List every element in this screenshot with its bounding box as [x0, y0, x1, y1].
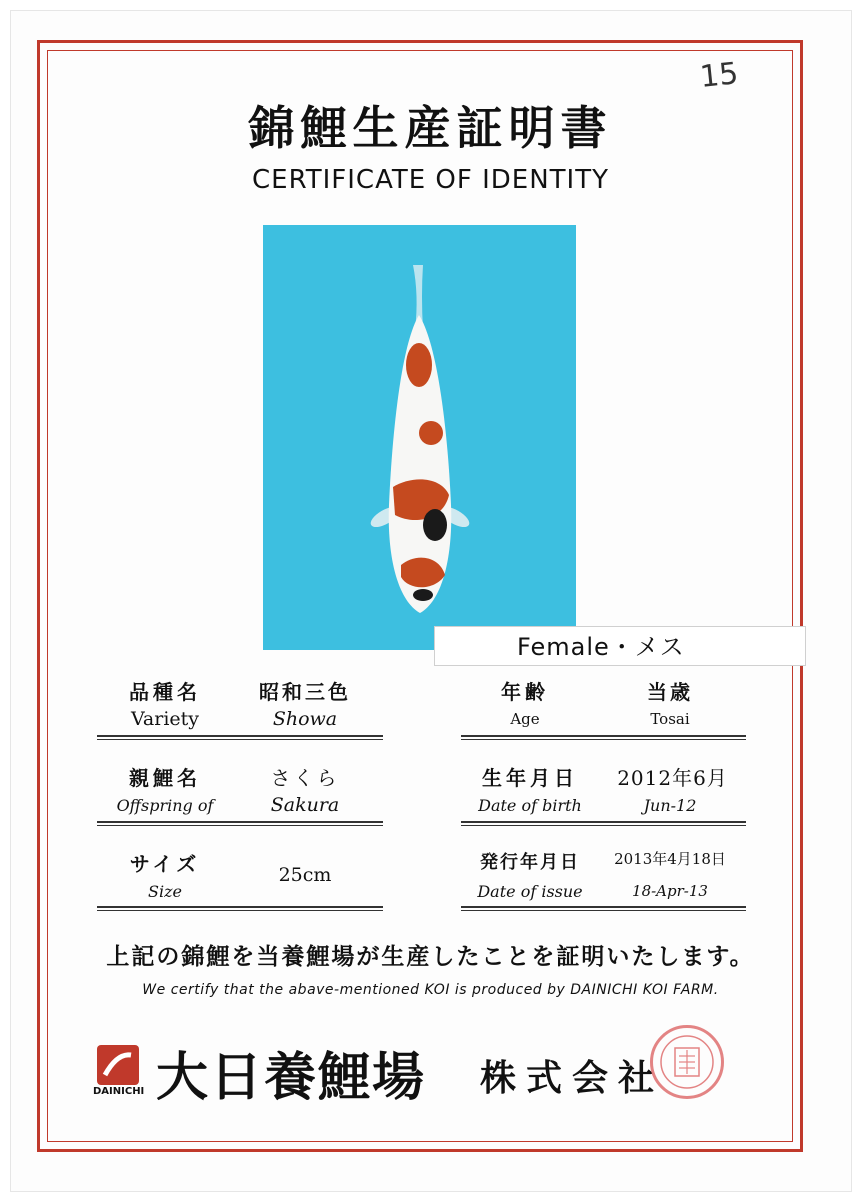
birth-label-en: Date of birth [478, 796, 582, 815]
age-label-jp: 年齢 [501, 680, 549, 704]
size-label-jp: サイズ [129, 852, 201, 876]
size-rule [97, 906, 383, 911]
birth-label-jp: 生年月日 [482, 766, 578, 790]
issue-label-jp: 発行年月日 [480, 852, 580, 873]
size-value: 25cm [278, 864, 332, 886]
variety-label-en: Variety [130, 708, 200, 730]
variety-value-jp: 昭和三色 [259, 680, 351, 704]
issue-label-en: Date of issue [477, 882, 583, 901]
variety-value-en: Showa [272, 708, 338, 730]
company-seal-stamp [650, 1025, 724, 1099]
logo-label: DAINICHI [93, 1086, 145, 1097]
handwritten-note: 15 [698, 56, 740, 95]
issue-value-en: 18-Apr-13 [632, 882, 708, 900]
offspring-label-en: Offspring of [116, 796, 214, 815]
age-rule [461, 735, 746, 740]
company-name: 大日養鯉場 [156, 1047, 427, 1108]
certificate-title-en: CERTIFICATE OF IDENTITY [252, 165, 609, 195]
offspring-value-jp: さくら [270, 766, 340, 790]
age-label-en: Age [510, 710, 540, 728]
koi-fish-image [263, 225, 576, 650]
variety-label-jp: 品種名 [129, 680, 201, 704]
birth-rule [461, 821, 746, 826]
age-value-jp: 当歳 [647, 680, 693, 704]
koi-photo [263, 225, 576, 650]
sex-label: Female・メス [434, 626, 806, 666]
dainichi-logo-icon [97, 1045, 139, 1085]
size-label-en: Size [148, 882, 182, 901]
offspring-label-jp: 親鯉名 [129, 766, 201, 790]
variety-rule [97, 735, 383, 740]
birth-value-jp: 2012年6月 [617, 766, 728, 790]
age-value-en: Tosai [650, 710, 690, 728]
birth-value-en: Jun-12 [643, 796, 697, 815]
certification-statement-en: We certify that the abave-mentioned KOI is produced by DAINICHI KOI FARM. [142, 982, 719, 998]
certificate-title-jp: 錦鯉生産証明書 [248, 101, 613, 155]
certification-statement-jp: 上記の錦鯉を当養鯉場が生産したことを証明いたします。 [106, 943, 755, 970]
issue-value-jp: 2013年4月18日 [614, 850, 726, 868]
issue-rule [461, 906, 746, 911]
offspring-rule [97, 821, 383, 826]
offspring-value-en: Sakura [270, 794, 340, 816]
company-suffix: 株式会社 [480, 1057, 665, 1099]
